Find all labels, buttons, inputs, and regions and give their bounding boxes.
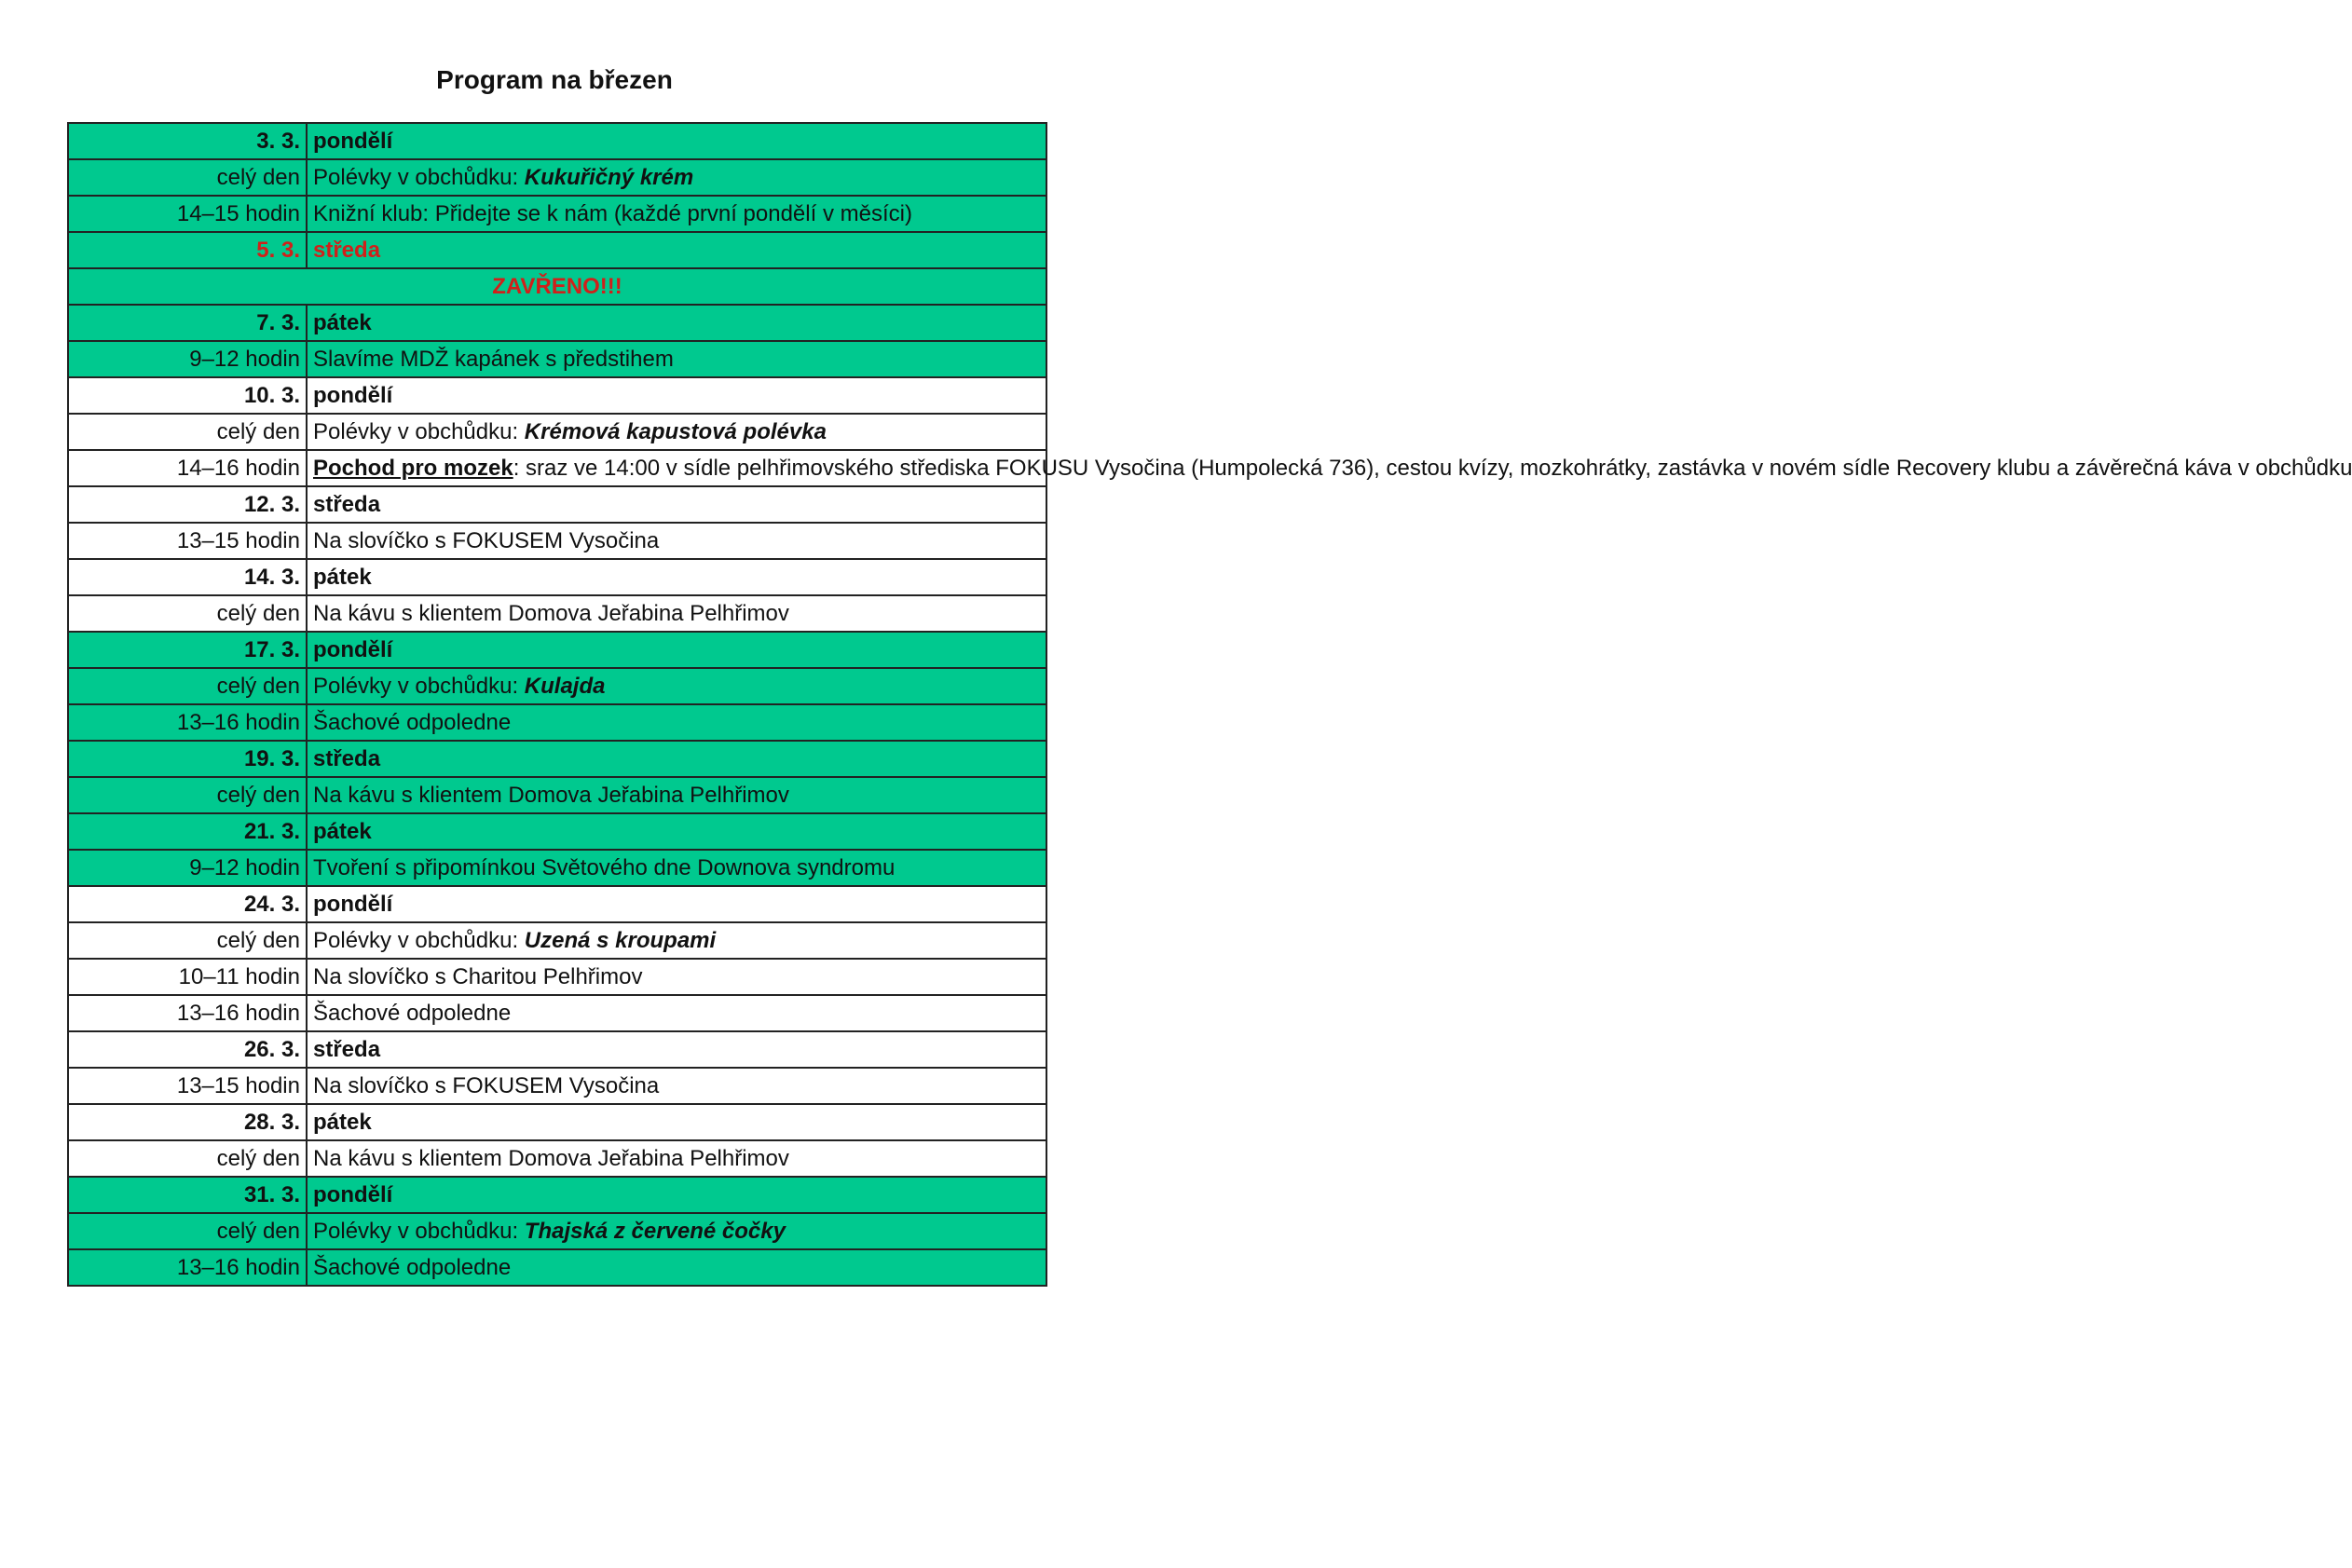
time-cell: celý den	[68, 922, 307, 959]
event-cell	[307, 668, 1046, 704]
event-row	[68, 196, 1046, 232]
schedule-table	[67, 122, 2352, 1287]
event-text: Polévky v obchůdku:	[313, 165, 525, 190]
closed-row	[68, 268, 1046, 305]
weekday-cell: pátek	[307, 1104, 1046, 1140]
event-row	[68, 995, 1046, 1031]
soup-name: Krémová kapustová polévka	[524, 419, 827, 444]
event-cell: Na slovíčko s Charitou Pelhřimov	[307, 959, 1046, 995]
event-cell: Na kávu s klientem Domova Jeřabina Pelhřimov	[307, 777, 1046, 813]
soup-name: Kukuřičný krém	[524, 165, 694, 190]
page-title: Program na březen	[436, 65, 673, 94]
day-row	[68, 1031, 1046, 1068]
time-cell: celý den	[68, 159, 307, 196]
time-cell: 9–12 hodin	[68, 341, 307, 377]
time-cell: celý den	[68, 414, 307, 450]
time-cell: celý den	[68, 777, 307, 813]
event-row	[68, 595, 1046, 632]
event-row	[68, 1213, 1046, 1249]
event-row	[68, 704, 1046, 741]
event-cell	[307, 922, 1046, 959]
time-cell: 13–15 hodin	[68, 523, 307, 559]
weekday-cell: pondělí	[307, 632, 1046, 668]
event-row	[68, 341, 1046, 377]
weekday-cell: pátek	[307, 559, 1046, 595]
event-text: Polévky v obchůdku:	[313, 928, 525, 953]
event-cell	[307, 450, 2352, 486]
soup-name: Kulajda	[524, 674, 606, 699]
event-cell: Tvoření s připomínkou Světového dne Downova syndromu	[307, 850, 1046, 886]
day-row	[68, 305, 1046, 341]
event-text: : sraz ve 14:00 v sídle pelhřimovského střediska FOKUSU Vysočina (Humpolecká 736), cestou kvízy, mozkohrátky, zastávka v novém sídle Recovery klubu a závěrečná káva v obchůdku	[513, 456, 2352, 481]
day-row	[68, 813, 1046, 850]
weekday-cell: středa	[307, 1031, 1046, 1068]
weekday-cell: středa	[307, 741, 1046, 777]
closed-notice: ZAVŘENO!!!	[68, 268, 1046, 305]
event-row	[68, 850, 1046, 886]
time-cell: celý den	[68, 595, 307, 632]
event-cell: Slavíme MDŽ kapánek s předstihem	[307, 341, 1046, 377]
day-row	[68, 632, 1046, 668]
weekday-cell: středa	[307, 232, 1046, 268]
event-row	[68, 959, 1046, 995]
time-cell: 14–16 hodin	[68, 450, 307, 486]
event-text: Polévky v obchůdku:	[313, 674, 525, 699]
time-cell: 13–16 hodin	[68, 995, 307, 1031]
date-cell: 12. 3.	[68, 486, 307, 523]
event-text: Polévky v obchůdku:	[313, 419, 525, 444]
event-row	[68, 1249, 1046, 1286]
time-cell: 14–15 hodin	[68, 196, 307, 232]
date-cell: 3. 3.	[68, 123, 307, 159]
weekday-cell: pondělí	[307, 1177, 1046, 1213]
date-cell: 17. 3.	[68, 632, 307, 668]
day-row	[68, 741, 1046, 777]
weekday-cell: pondělí	[307, 377, 1046, 414]
day-row	[68, 486, 1046, 523]
time-cell: celý den	[68, 1140, 307, 1177]
date-cell: 5. 3.	[68, 232, 307, 268]
event-row	[68, 777, 1046, 813]
time-cell: 9–12 hodin	[68, 850, 307, 886]
day-row	[68, 123, 1046, 159]
time-cell: 13–16 hodin	[68, 704, 307, 741]
day-row	[68, 1177, 1046, 1213]
day-row	[68, 377, 1046, 414]
date-cell: 28. 3.	[68, 1104, 307, 1140]
event-row	[68, 523, 1046, 559]
event-cell: Na kávu s klientem Domova Jeřabina Pelhřimov	[307, 595, 1046, 632]
time-cell: 13–16 hodin	[68, 1249, 307, 1286]
time-cell: celý den	[68, 668, 307, 704]
event-cell	[307, 1213, 1046, 1249]
date-cell: 31. 3.	[68, 1177, 307, 1213]
date-cell: 7. 3.	[68, 305, 307, 341]
date-cell: 26. 3.	[68, 1031, 307, 1068]
event-row	[68, 414, 1046, 450]
date-cell: 24. 3.	[68, 886, 307, 922]
event-cell: Šachové odpoledne	[307, 704, 1046, 741]
weekday-cell: pondělí	[307, 123, 1046, 159]
event-cell: Šachové odpoledne	[307, 1249, 1046, 1286]
event-cell	[307, 414, 1046, 450]
event-row	[68, 159, 1046, 196]
weekday-cell: pátek	[307, 305, 1046, 341]
soup-name: Uzená s kroupami	[524, 928, 717, 953]
time-cell: celý den	[68, 1213, 307, 1249]
event-cell: Šachové odpoledne	[307, 995, 1046, 1031]
event-row	[68, 450, 1046, 486]
weekday-cell: pondělí	[307, 886, 1046, 922]
event-row	[68, 1068, 1046, 1104]
event-cell: Na slovíčko s FOKUSEM Vysočina	[307, 1068, 1046, 1104]
event-text: Polévky v obchůdku:	[313, 1219, 525, 1244]
event-row	[68, 1140, 1046, 1177]
day-row	[68, 886, 1046, 922]
soup-name: Thajská z červené čočky	[524, 1219, 786, 1244]
weekday-cell: pátek	[307, 813, 1046, 850]
day-row	[68, 232, 1046, 268]
date-cell: 14. 3.	[68, 559, 307, 595]
weekday-cell: středa	[307, 486, 1046, 523]
day-row	[68, 1104, 1046, 1140]
event-row	[68, 668, 1046, 704]
event-row	[68, 922, 1046, 959]
event-heading: Pochod pro mozek	[313, 456, 513, 481]
event-cell: Na slovíčko s FOKUSEM Vysočina	[307, 523, 1046, 559]
date-cell: 21. 3.	[68, 813, 307, 850]
time-cell: 13–15 hodin	[68, 1068, 307, 1104]
day-row	[68, 559, 1046, 595]
event-cell	[307, 159, 1046, 196]
date-cell: 19. 3.	[68, 741, 307, 777]
event-cell: Na kávu s klientem Domova Jeřabina Pelhřimov	[307, 1140, 1046, 1177]
time-cell: 10–11 hodin	[68, 959, 307, 995]
event-cell: Knižní klub: Přidejte se k nám (každé první pondělí v měsíci)	[307, 196, 1046, 232]
date-cell: 10. 3.	[68, 377, 307, 414]
